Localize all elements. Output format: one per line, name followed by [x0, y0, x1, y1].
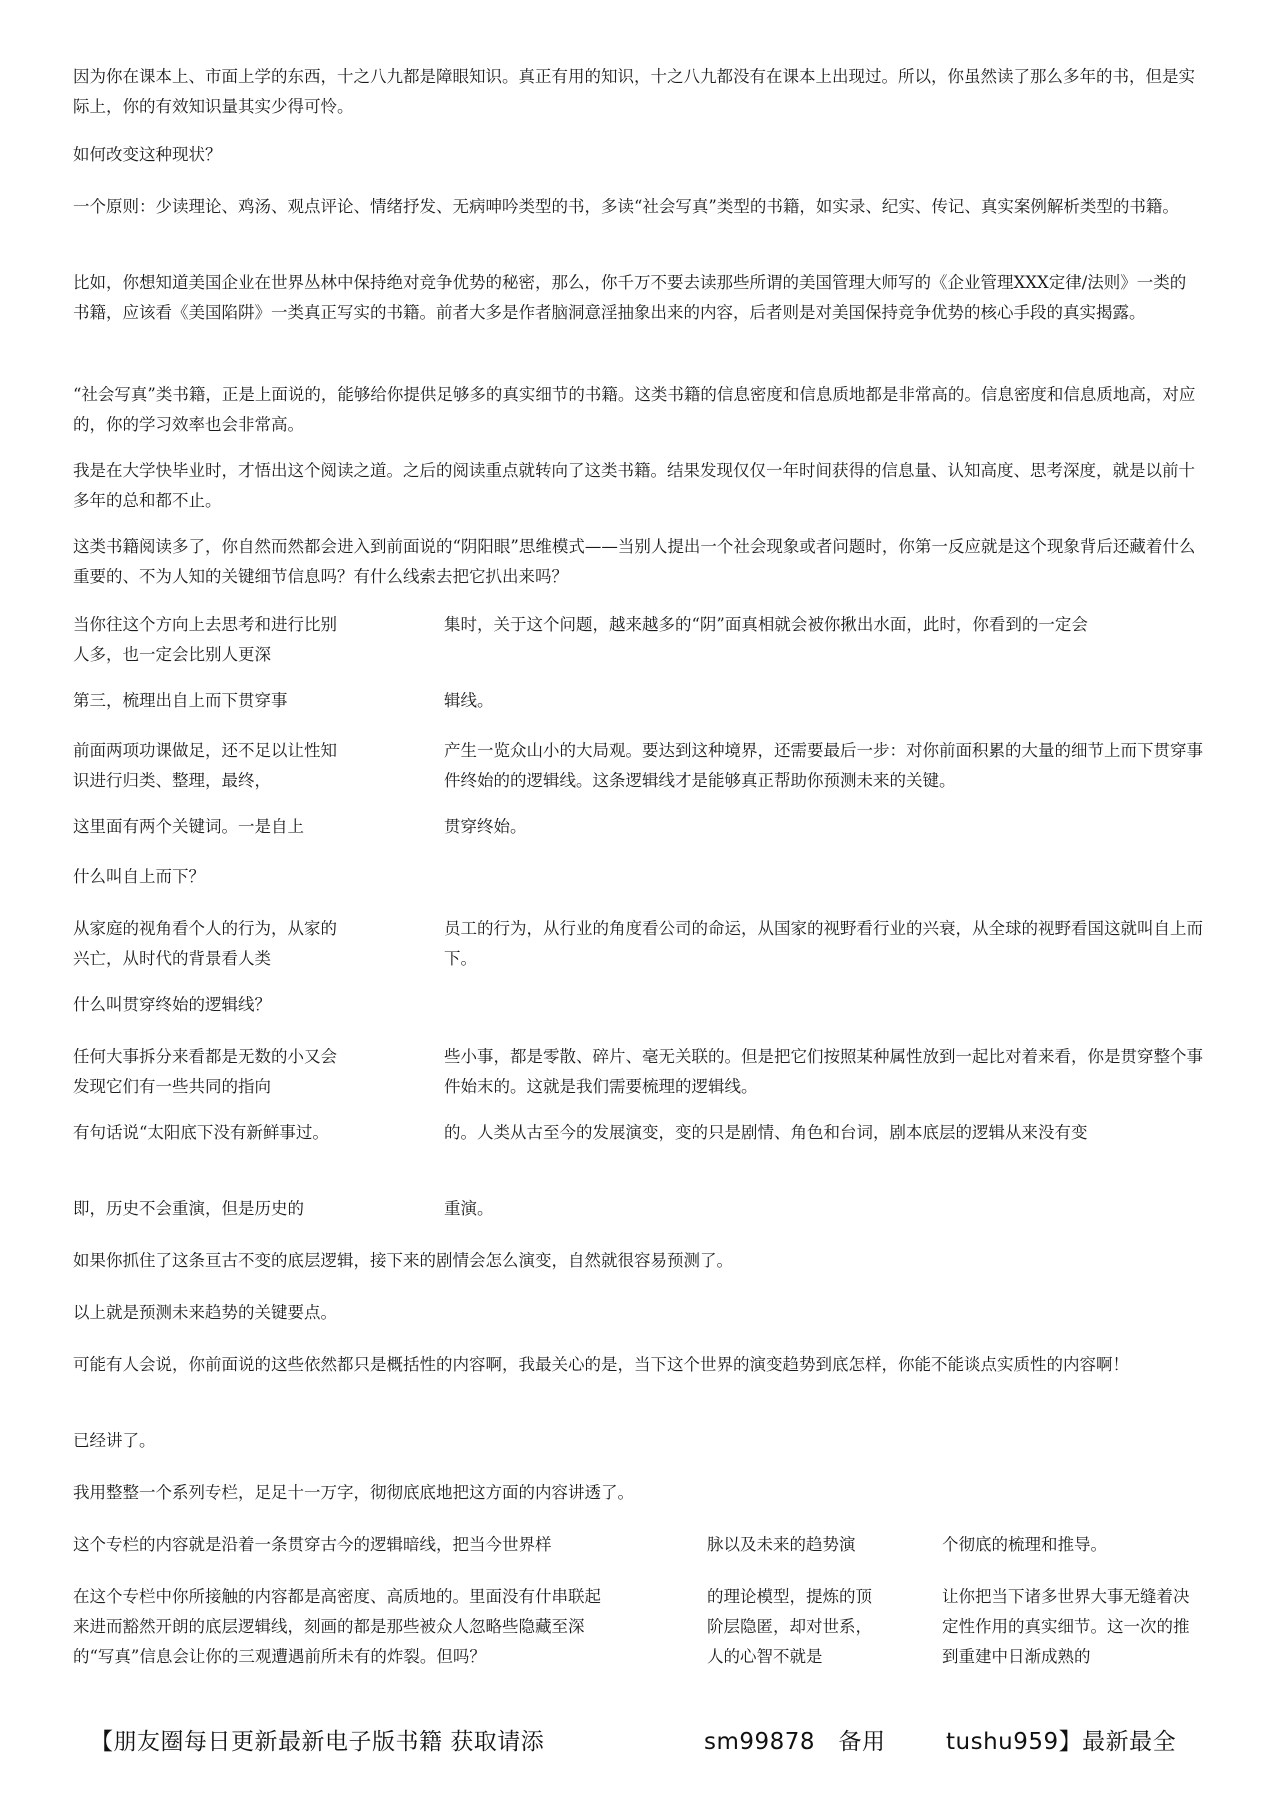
split-right-text: 的。人类从古至今的发展演变，变的只是剧情、角色和台词，剧本底层的逻辑从来没有变 — [444, 1123, 1088, 1142]
split-left-text: 第三，梳理出自上而下贯穿事 — [73, 691, 288, 710]
column-text: 的理论模型，提炼的顶阶层隐匿，却对世系，人的心智不就是 — [707, 1587, 872, 1666]
paragraph: “社会写真”类书籍，正是上面说的，能够给你提供足够多的真实细节的书籍。这类书籍的信息密度和信息质地都是非常高的。信息密度和信息质地高，对应的，你的学习效率也会非常高。 — [73, 385, 1196, 434]
paragraph: 以上就是预测未来趋势的关键要点。 — [73, 1303, 337, 1322]
column-text: 个彻底的梳理和推导。 — [942, 1535, 1107, 1554]
column-text: 脉以及未来的趋势演 — [707, 1535, 856, 1554]
split-right-text: 集时，关于这个问题，越来越多的“阴”面真相就会被你揪出水面，此时，你看到的一定会 — [444, 615, 1088, 634]
split-left-text: 任何大事拆分来看都是无数的小又会发现它们有一些共同的指向 — [73, 1047, 337, 1096]
split-right-text: 些小事，都是零散、碎片、毫无关联的。但是把它们按照某种属性放到一起比对着来看，你是贯穿整个事件始末的。这就是我们需要梳理的逻辑线。 — [444, 1047, 1203, 1096]
question-heading: 什么叫自上而下？ — [73, 867, 205, 886]
watermark-footer: 【朋友圈每日更新最新电子版书籍 获取请添 — [90, 1729, 545, 1755]
watermark-footer: tushu959】最新最全 — [946, 1729, 1177, 1755]
paragraph: 如何改变这种现状？ — [73, 145, 222, 164]
split-left-text: 从家庭的视角看个人的行为，从家的兴亡，从时代的背景看人类 — [73, 919, 337, 968]
split-left-text: 这里面有两个关键词。一是自上 — [73, 817, 304, 836]
split-left-text: 前面两项功课做足，还不足以让性知识进行归类、整理，最终， — [73, 741, 337, 790]
paragraph: 如果你抓住了这条亘古不变的底层逻辑，接下来的剧情会怎么演变，自然就很容易预测了。 — [73, 1251, 733, 1270]
paragraph: 可能有人会说，你前面说的这些依然都只是概括性的内容啊，我最关心的是，当下这个世界的演变趋势到底怎样，你能不能谈点实质性的内容啊！ — [73, 1355, 1129, 1374]
split-right-text: 员工的行为，从行业的角度看公司的命运，从国家的视野看行业的兴衰，从全球的视野看国这就叫自上而下。 — [444, 919, 1203, 968]
split-right-text: 重演。 — [444, 1199, 494, 1218]
paragraph: 因为你在课本上、市面上学的东西，十之八九都是障眼知识。真正有用的知识，十之八九都没有在课本上出现过。所以，你虽然读了那么多年的书，但是实际上，你的有效知识量其实少得可怜。 — [73, 67, 1195, 116]
split-right-text: 辑线。 — [444, 691, 494, 710]
paragraph: 这类书籍阅读多了，你自然而然都会进入到前面说的“阴阳眼”思维模式——当别人提出一个社会现象或者问题时，你第一反应就是这个现象背后还藏着什么重要的、不为人知的关键细节信息吗？有什么线索去把它扒出来吗？ — [73, 537, 1196, 586]
question-heading: 什么叫贯穿终始的逻辑线？ — [73, 995, 271, 1014]
watermark-footer: sm99878 备用 — [704, 1729, 886, 1755]
split-left-text: 即，历史不会重演，但是历史的 — [73, 1199, 304, 1218]
paragraph: 比如，你想知道美国企业在世界丛林中保持绝对竞争优势的秘密，那么，你千万不要去读那些所谓的美国管理大师写的《企业管理XXX定律/法则》一类的书籍，应该看《美国陷阱》一类真正写实的书籍。前者大多是作者脑洞意淫抽象出来的内容，后者则是对美国保持竞争优势的核心手段的真实揭露。 — [73, 273, 1187, 322]
split-left-text: 当你往这个方向上去思考和进行比别人多，也一定会比别人更深 — [73, 615, 337, 664]
column-text: 这个专栏的内容就是沿着一条贯穿古今的逻辑暗线，把当今世界样 — [73, 1535, 552, 1554]
split-left-text: 有句话说“太阳底下没有新鲜事过。 — [73, 1123, 329, 1142]
paragraph: 我用整整一个系列专栏，足足十一万字，彻彻底底地把这方面的内容讲透了。 — [73, 1483, 634, 1502]
column-text: 在这个专栏中你所接触的内容都是高密度、高质地的。里面没有什串联起来进而豁然开朗的底层逻辑线，刻画的都是那些被众人忽略些隐藏至深的“写真”信息会让你的三观遭遇前所未有的炸裂。但吗？ — [73, 1587, 601, 1666]
paragraph: 我是在大学快毕业时，才悟出这个阅读之道。之后的阅读重点就转向了这类书籍。结果发现仅仅一年时间获得的信息量、认知高度、思考深度，就是以前十多年的总和都不止。 — [73, 461, 1195, 510]
column-text: 让你把当下诸多世界大事无缝着决定性作用的真实细节。这一次的推到重建中日渐成熟的 — [942, 1587, 1190, 1666]
paragraph: 一个原则：少读理论、鸡汤、观点评论、情绪抒发、无病呻吟类型的书，多读“社会写真”类型的书籍，如实录、纪实、传记、真实案例解析类型的书籍。 — [73, 197, 1179, 216]
split-right-text: 贯穿终始。 — [444, 817, 527, 836]
split-right-text: 产生一览众山小的大局观。要达到这种境界，还需要最后一步：对你前面积累的大量的细节上而下贯穿事件终始的的逻辑线。这条逻辑线才是能够真正帮助你预测未来的关键。 — [444, 741, 1203, 790]
paragraph: 已经讲了。 — [73, 1431, 156, 1450]
